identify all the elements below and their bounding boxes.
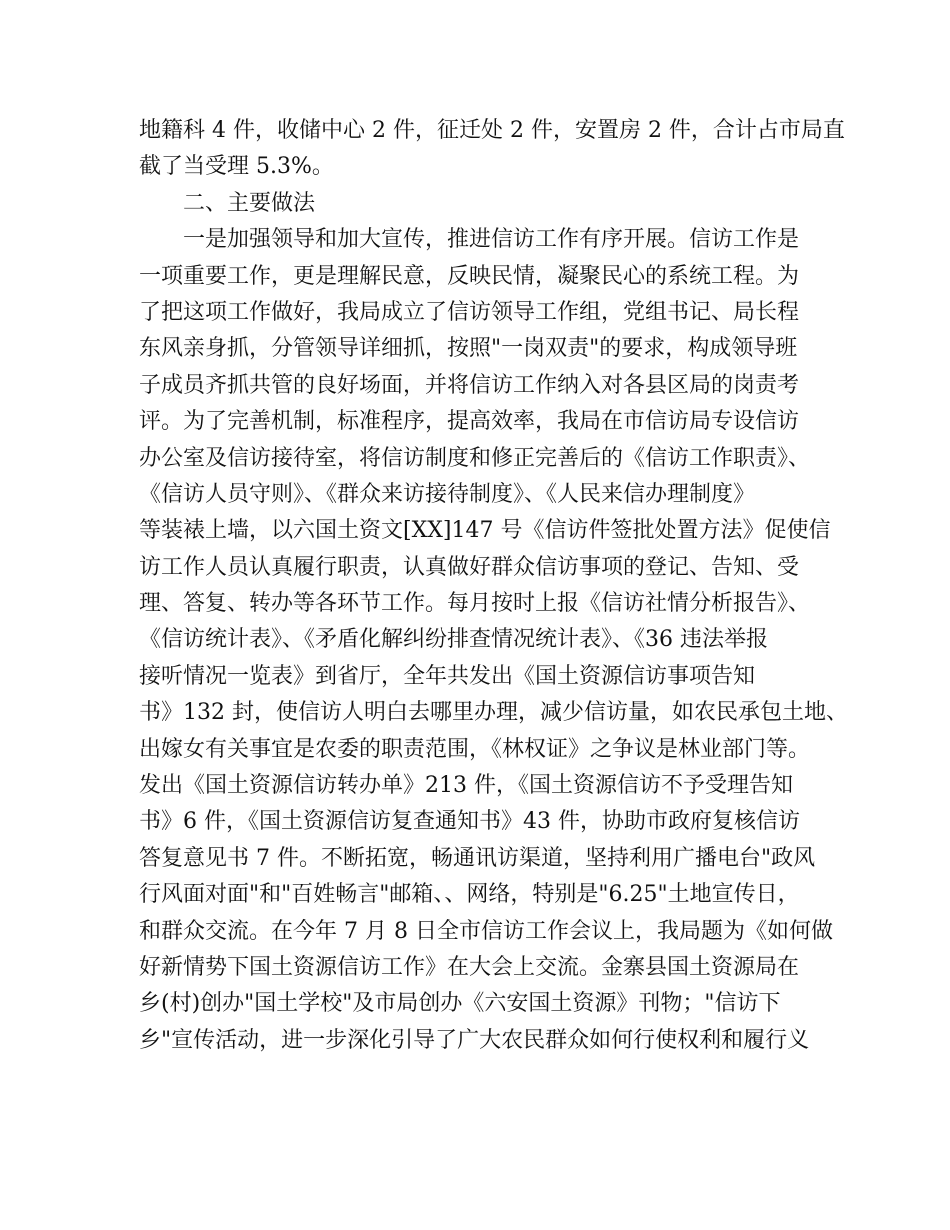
text-line: 了把这项工作做好，我局成立了信访领导工作组，党组书记、局长程: [139, 299, 800, 325]
paragraph-first-line: 一是加强领导和加大宣传，推进信访工作有序开展。信访工作是: [183, 227, 800, 253]
text-line: 《信访统计表》、《矛盾化解纠纷排查情况统计表》、《36 违法举报: [139, 627, 768, 653]
text-line: 书》132 封，使信访人明白去哪里办理，减少信访量，如农民承包土地、: [139, 700, 848, 726]
text-line: 发出《国土资源信访转办单》213 件，《国土资源信访不予受理告知: [139, 773, 793, 799]
text-line: 东风亲身抓，分管领导详细抓，按照"一岗双责"的要求，构成领导班: [139, 336, 798, 362]
text-line: 接听情况一览表》到省厅，全年共发出《国土资源信访事项告知: [139, 663, 756, 689]
text-line: 好新情势下国土资源信访工作》在大会上交流。金寨县国土资源局在: [139, 954, 800, 980]
body-text: [139, 113, 848, 1059]
text-line: 出嫁女有关事宜是农委的职责范围，《林权证》之争议是林业部门等。: [139, 736, 811, 762]
text-line: 乡(村)创办"国土学校"及市局创办《六安国土资源》刊物；"信访下: [139, 991, 781, 1017]
text-line: 和群众交流。在今年 7 月 8 日全市信访工作会议上，我局题为《如何做: [139, 918, 833, 944]
section-heading: 二、主要做法: [183, 190, 316, 216]
text-line: 答复意见书 7 件。不断拓宽，畅通讯访渠道，坚持利用广播电台"政风: [139, 845, 816, 871]
text-line: 等装裱上墙，以六国土资文[XX]147 号《信访件签批处置方法》促使信: [139, 518, 831, 544]
text-line: 截了当受理 5.3%。: [139, 154, 334, 180]
text-line: 评。为了完善机制，标准程序，提高效率，我局在市信访局专设信访: [139, 409, 800, 435]
text-line: 乡"宣传活动，进一步深化引导了广大农民群众如何行使权利和履行义: [139, 1027, 810, 1053]
text-line: 一项重要工作，更是理解民意，反映民情，凝聚民心的系统工程。为: [139, 263, 800, 289]
text-line: 《信访人员守则》、《群众来访接待制度》、《人民来信办理制度》: [139, 481, 756, 507]
text-line: 办公室及信访接待室，将信访制度和修正完善后的《信访工作职责》、: [139, 445, 811, 471]
text-line: 子成员齐抓共管的良好场面，并将信访工作纳入对各县区局的岗责考: [139, 372, 800, 398]
text-line: 书》6 件，《国土资源信访复查通知书》43 件，协助市政府复核信访: [139, 809, 800, 835]
text-line: 行风面对面"和"百姓畅言"邮箱、、网络，特别是"6.25"土地宣传日，: [139, 882, 800, 908]
text-line: 访工作人员认真履行职责，认真做好群众信访事项的登记、告知、受: [139, 554, 800, 580]
text-line: 地籍科 4 件，收储中心 2 件，征迁处 2 件，安置房 2 件，合计占市局直: [139, 118, 845, 143]
text-line: 理、答复、转办等各环节工作。每月按时上报《信访社情分析报告》、: [139, 591, 811, 617]
